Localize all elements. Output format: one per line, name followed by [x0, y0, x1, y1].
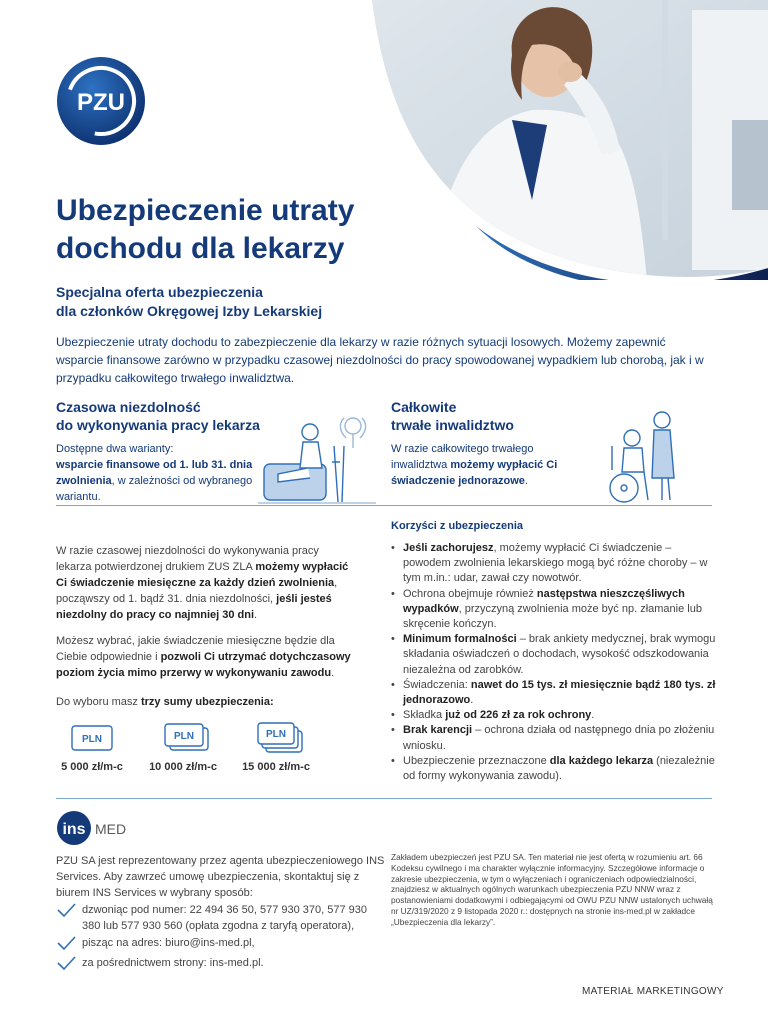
contact-phone: dzwoniąc pod numer: 22 494 36 50, 577 930 370, 577 930 380 lub 577 930 560 (opłata zgodna z taryfą operatora), — [56, 902, 386, 936]
permanent-disability-heading: Całkowite trwałe inwalidztwo — [391, 399, 514, 433]
svg-text:PLN: PLN — [174, 731, 194, 742]
benefit-item: • Jeśli zachorujesz, możemy wypłacić Ci świadczenie – powodem zwolnienia lekarskiego mogą być różne choroby – w tym m.in.: udar, zawał czy nowotwór. — [391, 541, 721, 587]
benefit-item: • Składka już od 226 zł za rok ochrony. — [391, 708, 721, 723]
marketing-material-label: MATERIAŁ MARKETINGOWY — [582, 986, 724, 997]
svg-text:PLN: PLN — [82, 734, 102, 745]
contact-email: pisząc na adres: biuro@ins-med.pl, — [56, 935, 386, 953]
sum-option-10000: 10 000 zł/m-c — [149, 761, 217, 773]
checkmark-icon — [56, 955, 76, 971]
svg-text:ins: ins — [62, 821, 86, 838]
sum-option-5000: 5 000 zł/m-c — [61, 761, 123, 773]
pln-banknotes-double-icon — [163, 722, 211, 754]
page-subtitle: Specjalna oferta ubezpieczenia dla członków Okręgowej Izby Lekarskiej — [56, 284, 323, 319]
section-divider — [56, 798, 712, 799]
agent-info: PZU SA jest reprezentowany przez agenta ubezpieczeniowego INS Services. Aby zawrzeć umowę ubezpieczenia, skontaktuj się z biurem INS Services w wybrany sposób: — [56, 855, 385, 899]
intro-paragraph: Ubezpieczenie utraty dochodu to zabezpieczenie dla lekarzy w razie różnych sytuacji losowych. Możemy zapewnić wsparcie finansowe zarówno w przypadku czasowej niezdolności do pracy spowodowanej wypadkiem lub chorobą, jak i w przypadku całkowitego trwałego inwalidztwa. — [56, 335, 704, 385]
page-title: Ubezpieczenie utraty dochodu dla lekarzy — [56, 194, 355, 265]
benefits-heading: Korzyści z ubezpieczenia — [391, 520, 524, 532]
benefit-item: • Świadczenia: nawet do 15 tys. zł miesięcznie bądź 180 tys. zł jednorazowo. — [391, 678, 721, 708]
svg-text:PZU: PZU — [77, 89, 125, 116]
hero-doctor-photo — [372, 0, 768, 280]
svg-text:PLN: PLN — [266, 729, 286, 740]
ins-med-logo — [56, 810, 136, 846]
pln-banknote-icon — [70, 724, 118, 756]
permanent-disability-desc: W razie całkowitego trwałego inwalidztwa możemy wypłacić Ci świadczenie jednorazowe. — [391, 443, 558, 487]
benefit-choice-paragraph: Możesz wybrać, jakie świadczenie miesięczne będzie dla Ciebie odpowiednie i pozwoli Ci utrzymać dotychczasowy poziom życia mimo przerwy w wykonywaniu zawodu. — [56, 635, 351, 679]
checkmark-icon — [56, 935, 76, 951]
pln-banknotes-triple-icon — [256, 722, 304, 754]
benefits-list — [391, 541, 721, 784]
svg-text:MED: MED — [95, 821, 127, 837]
benefit-item: • Brak karencji – ochrona działa od następnego dnia po złożeniu wniosku. — [391, 723, 721, 753]
sums-intro: Do wyboru masz trzy sumy ubezpieczenia: — [56, 696, 274, 708]
contact-website: za pośrednictwem strony: ins-med.pl. — [56, 955, 386, 973]
section-divider — [56, 505, 712, 506]
pzu-logo — [56, 56, 146, 146]
benefit-item: • Ochrona obejmuje również następstwa nieszczęśliwych wypadków, przyczyną zwolnienia może być np. złamanie lub skręcenie kończyn. — [391, 587, 721, 633]
checkmark-icon — [56, 902, 76, 918]
sum-option-15000: 15 000 zł/m-c — [242, 761, 310, 773]
injured-person-illustration — [258, 408, 376, 504]
benefit-item: • Minimum formalności – brak ankiety medycznej, brak wymogu składania oświadczeń o dochodach, wysokość odszkodowania niezależna od zarobków. — [391, 632, 721, 678]
benefit-item: • Ubezpieczenie przeznaczone dla każdego lekarza (niezależnie od formy wykonywania zawodu). — [391, 754, 721, 784]
temporary-incapacity-variants: Dostępne dwa warianty: wsparcie finansowe od 1. lub 31. dnia zwolnienia, w zależności od wybranego wariantu. — [56, 443, 253, 503]
wheelchair-illustration — [604, 408, 704, 504]
temporary-incapacity-heading: Czasowa niezdolność do wykonywania pracy lekarza — [56, 399, 260, 433]
legal-disclaimer: Zakładem ubezpieczeń jest PZU SA. Ten materiał nie jest ofertą w rozumieniu art. 66 Kodeksu cywilnego i ma charakter wyłącznie informacyjny. Szczegółowe informacje o zakresie ubezpieczenia, w tym o wyłączeniach i ograniczeniach odpowiedzialności, znajdziesz w aktualnych ogólnych warunkach ubezpieczenia PZU NNW wraz z postanowieniami dodatkowymi i odbiegającymi od OWU PZU NNW ustalonych uchwałą nr UZ/319/2020 z 9 listopada 2020 r.: dostępnych na stronie ins-med.pl w zakładce „Ubezpieczenia dla lekarzy”. — [391, 852, 713, 927]
temporary-incapacity-body: W razie czasowej niezdolności do wykonywania pracy lekarza potwierdzonej drukiem ZUS ZLA możemy wypłacić Ci świadczenie miesięczne za każdy dzień zwolnienia, począwszy od 1. bądź 31. dnia niezdolności, jeśli jesteś niezdolny do pracy co najmniej 30 dni. — [56, 545, 349, 621]
